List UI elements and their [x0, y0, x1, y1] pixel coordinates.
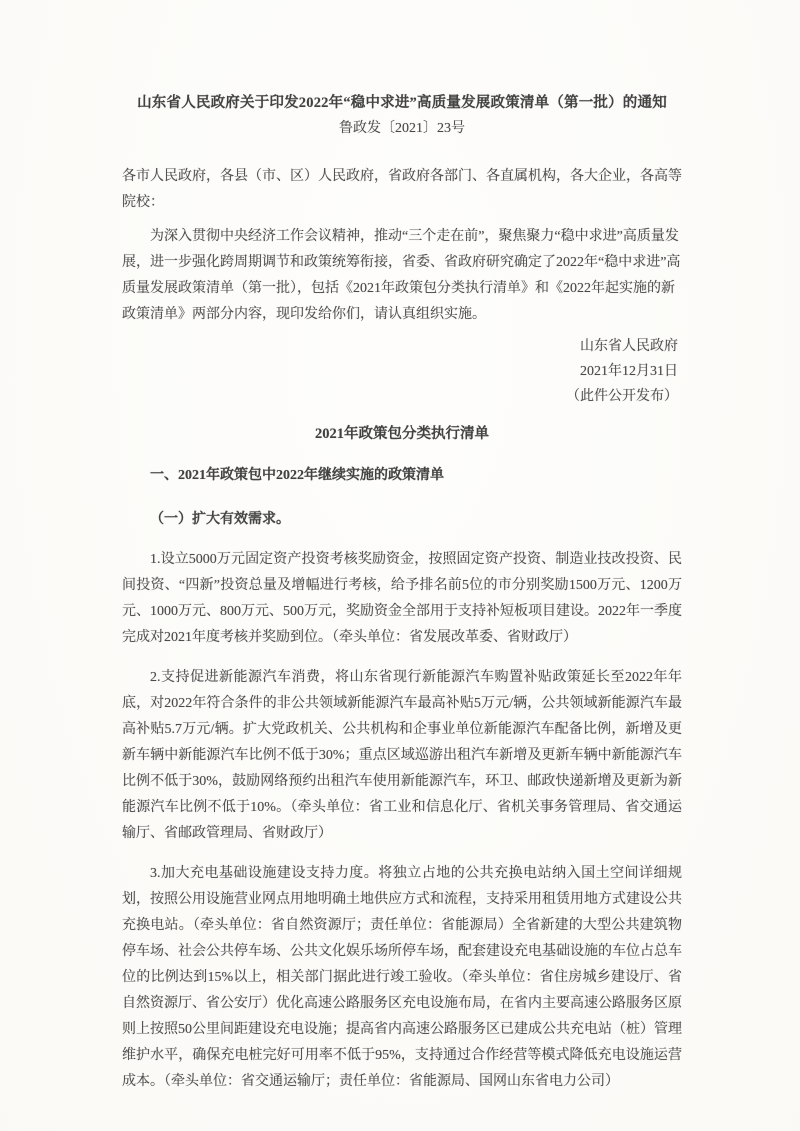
salutation: 各市人民政府，各县（市、区）人民政府，省政府各部门、各直属机构，各大企业，各高等院校： [122, 169, 682, 210]
signature-date: 2021年12月31日 [580, 364, 678, 379]
section-heading: 一、2021年政策包中2022年继续实施的政策清单 [150, 468, 444, 483]
signature-block [122, 334, 678, 409]
document-number: 鲁政发〔2021〕23号 [339, 121, 465, 136]
signature-note: （此件公开发布） [566, 389, 678, 404]
subsection-heading: （一）扩大有效需求。 [150, 512, 290, 527]
intro-paragraph: 为深入贯彻中央经济工作会议精神，推动“三个走在前”，聚焦聚力“稳中求进”高质量发展，进一步强化跨周期调节和政策统筹衔接，省委、省政府研究确定了2022年“稳中求进”高质量发展政策清单（第一批），包括《2021年政策包分类执行清单》和《2022年起实施的新政策清单》两部分内容，现印发给你们，请认真组织实施。 [122, 229, 681, 322]
policy-item-1: 1.设立5000万元固定资产投资考核奖励资金，按照固定资产投资、制造业技改投资、民间投资、“四新”投资总量及增幅进行考核，给予排名前5位的市分别奖励1500万元、1200万元、1000万元、800万元、500万元，奖励资金全部用于支持补短板项目建设。2022年一季度完成对2021年度考核并奖励到位。（牵头单位：省发展改革委、省财政厅） [122, 552, 682, 645]
policy-item-3: 3.加大充电基础设施建设支持力度。将独立占地的公共充换电站纳入国土空间详细规划，按照公用设施营业网点用地明确土地供应方式和流程，支持采用租赁用地方式建设公共充换电站。（牵头单位：省自然资源厅；责任单位：省能源局）全省新建的大型公共建筑物停车场、社会公共停车场、公共文化娱乐场所停车场，配套建设充电基础设施的车位占总车位的比例达到15%以上，相关部门据此进行竣工验收。（牵头单位：省住房城乡建设厅、省自然资源厅、省公安厅）优化高速公路服务区充电设施布局，在省内主要高速公路服务区原则上按照50公里间距建设充电设施；提高省内高速公路服务区已建成公共充电站（桩）管理维护水平，确保充电桩完好可用率不低于95%，支持通过合作经营等模式降低充电设施运营成本。（牵头单位：省交通运输厅；责任单位：省能源局、国网山东省电力公司） [122, 866, 682, 1089]
attachment-title: 2021年政策包分类执行清单 [315, 426, 489, 442]
policy-item-2: 2.支持促进新能源汽车消费，将山东省现行新能源汽车购置补贴政策延长至2022年年底，对2022年符合条件的非公共领域新能源汽车最高补贴5万元/辆，公共领域新能源汽车最高补贴5.7万元/辆。扩大党政机关、公共机构和企事业单位新能源汽车配备比例，新增及更新车辆中新能源汽车比例不低于30%；重点区域巡游出租汽车新增及更新车辆中新能源汽车比例不低于30%，鼓励网络预约出租汽车使用新能源汽车，环卫、邮政快递新增及更新为新能源汽车比例不低于10%。（牵头单位：省工业和信息化厅、省机关事务管理局、省交通运输厅、省邮政管理局、省财政厅） [122, 670, 682, 841]
signature-issuer: 山东省人民政府 [580, 339, 678, 354]
document-title: 山东省人民政府关于印发2022年“稳中求进”高质量发展政策清单（第一批）的通知 [137, 95, 667, 111]
